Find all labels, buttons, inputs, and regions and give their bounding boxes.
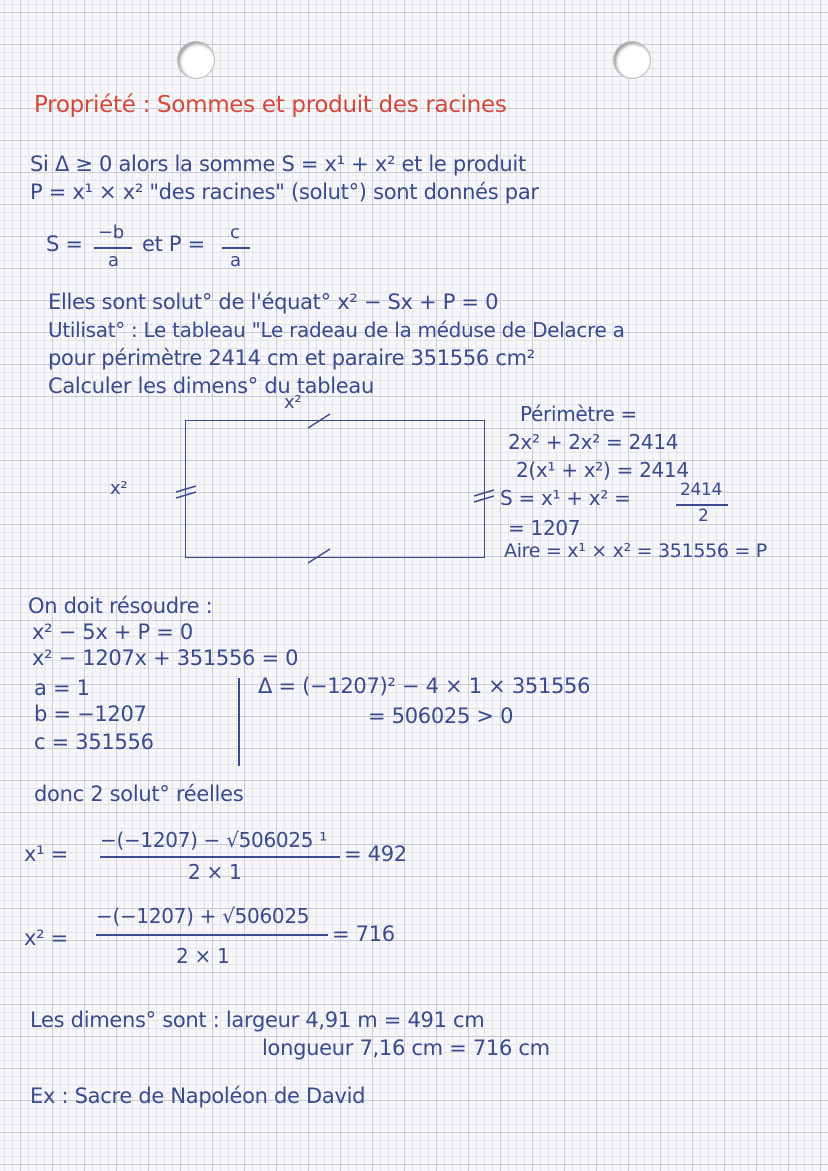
statement-line-1: Elles sont solut° de l'équat° x² − Sx + P = 0 [48, 290, 499, 314]
intro-line-1: Si Δ ≥ 0 alors la somme S = x¹ + x² et le produit [30, 152, 526, 176]
formula-mid: et P = [142, 232, 205, 256]
delta-line-2: = 506025 > 0 [368, 704, 514, 728]
x1-fraction-bar [100, 856, 340, 858]
roots-intro: donc 2 solut° réelles [34, 782, 244, 806]
solve-eq2: x² − 1207x + 351556 = 0 [32, 646, 299, 670]
side-calc-3: 2(x¹ + x²) = 2414 [516, 458, 689, 482]
formula-s-num: −b [98, 222, 124, 243]
page-title: Propriété : Sommes et produit des racines [34, 92, 507, 118]
solve-intro: On doit résoudre : [28, 594, 213, 618]
conclusion-line-1: Les dimens° sont : largeur 4,91 m = 491 cm [30, 1008, 485, 1032]
statement-line-3: pour périmètre 2414 cm et paraire 351556 cm² [48, 346, 535, 370]
solve-eq1: x² − 5x + P = 0 [32, 620, 193, 644]
formula-s-label: S = [46, 232, 83, 256]
delta-line-1: Δ = (−1207)² − 4 × 1 × 351556 [258, 674, 591, 698]
conclusion-line-2: longueur 7,16 cm = 716 cm [262, 1036, 550, 1060]
formula-p-den: a [230, 250, 241, 271]
side-calc-2: 2x² + 2x² = 2414 [508, 430, 679, 454]
intro-line-2: P = x¹ × x² "des racines" (solut°) sont donnés par [30, 180, 539, 204]
delta-separator [238, 678, 240, 766]
statement-line-2: Utilisat° : Le tableau "Le radeau de la méduse de Delacre a [48, 318, 625, 342]
side-frac-den: 2 [698, 506, 709, 526]
x2-value: = 716 [332, 922, 395, 946]
side-calc-4: S = x¹ + x² = [500, 486, 631, 510]
figure-left-label: x² [110, 478, 128, 499]
side-calc-6: Aire = x¹ × x² = 351556 = P [504, 540, 767, 562]
coef-a: a = 1 [34, 676, 90, 700]
statement-line-4: Calculer les dimens° du tableau [48, 374, 375, 398]
figure-top-label: x² [284, 392, 302, 413]
formula-p-num: c [230, 222, 240, 243]
coef-b: b = −1207 [34, 702, 147, 726]
x2-fraction-bar [96, 934, 328, 936]
coef-c: c = 351556 [34, 730, 154, 754]
x1-numerator: −(−1207) − √506025 ¹ [100, 828, 327, 852]
x1-denominator: 2 × 1 [188, 860, 242, 884]
formula-s-den: a [108, 250, 119, 271]
example-line: Ex : Sacre de Napoléon de David [30, 1084, 366, 1108]
x2-label: x² = [24, 926, 68, 950]
side-calc-1: Périmètre = [520, 402, 637, 426]
x2-denominator: 2 × 1 [176, 944, 230, 968]
side-frac-num: 2414 [680, 480, 723, 500]
side-calc-5: = 1207 [508, 516, 581, 540]
x2-numerator: −(−1207) + √506025 [96, 904, 310, 928]
x1-value: = 492 [344, 842, 407, 866]
x1-label: x¹ = [24, 842, 68, 866]
